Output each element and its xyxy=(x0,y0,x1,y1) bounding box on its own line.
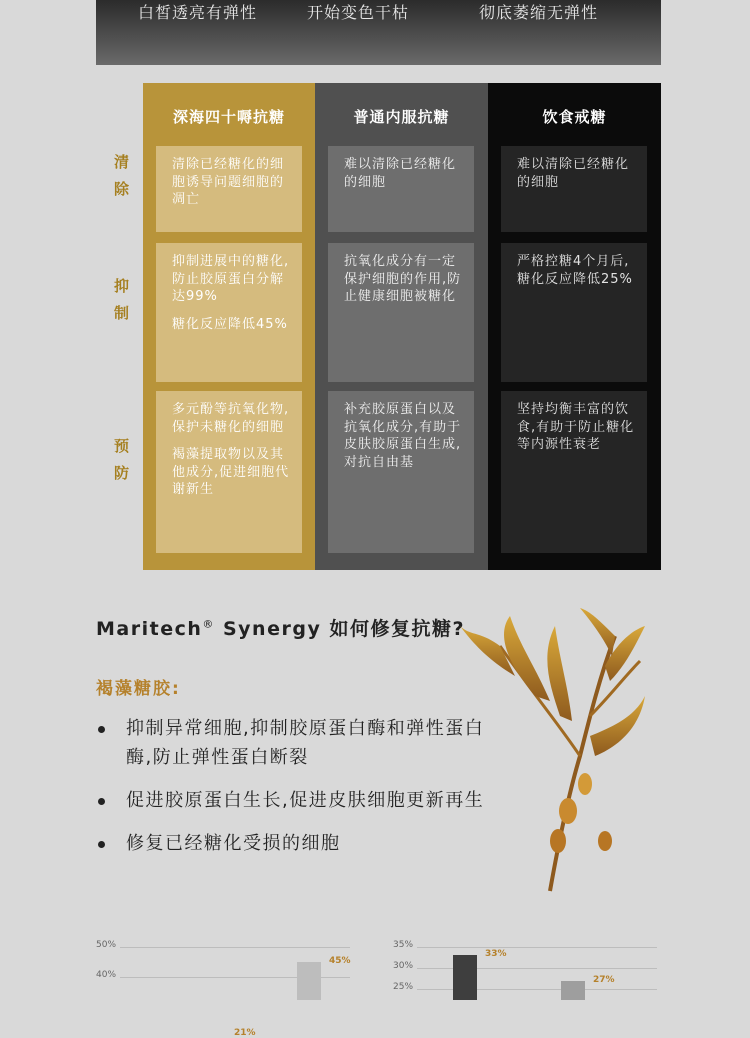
cell-inhibit xyxy=(328,243,474,382)
section-subtitle: 褐藻糖胶: xyxy=(96,679,181,699)
cell-text: 多元酚等抗氧化物,保护未糖化的细胞 xyxy=(172,402,290,435)
cell-text: 难以清除已经糖化的细胞 xyxy=(344,157,457,190)
column-title: 饮食戒糖 xyxy=(542,108,607,126)
row-label-inhibit xyxy=(104,278,130,344)
cell-text: 补充胶原蛋白以及抗氧化成分,有助于皮肤胶原蛋白生成,对抗自由基 xyxy=(344,402,462,470)
gridline xyxy=(120,947,350,948)
cell-prevent xyxy=(156,391,302,553)
bar-2-value-label: 45% xyxy=(329,956,351,966)
benefit-list xyxy=(96,714,496,872)
bar-1-value-label: 21% xyxy=(234,1028,256,1038)
cell-text: 抗氧化成分有一定保护细胞的作用,防止健康细胞被糖化 xyxy=(344,254,462,304)
bar-1-value-label: 33% xyxy=(485,949,507,960)
column-deep-sea xyxy=(143,83,315,570)
bar-2-value-label: 27% xyxy=(593,974,615,985)
y-tick: 25% xyxy=(393,982,414,992)
bar-1 xyxy=(453,955,477,1000)
cell-prevent xyxy=(501,391,647,553)
column-title: 普通内服抗糖 xyxy=(353,108,450,126)
column-title: 深海四十嗕抗糖 xyxy=(172,108,285,126)
y-tick: 40% xyxy=(96,970,117,980)
row-label-clear xyxy=(104,154,130,220)
y-tick: 35% xyxy=(393,940,414,950)
section-title xyxy=(96,614,465,641)
column-oral xyxy=(315,83,488,570)
cell-text: 坚持均衡丰富的饮食,有助于防止糖化等内源性衰老 xyxy=(517,402,635,452)
bar-2 xyxy=(561,981,585,1000)
seaweed-illustration xyxy=(440,606,650,896)
gridline xyxy=(417,947,657,948)
comparison-table xyxy=(143,83,661,570)
title-brand: Maritech xyxy=(96,618,203,640)
cell-text: 严格控糖4个月后,糖化反应降低25% xyxy=(517,254,633,287)
bar-2 xyxy=(297,962,321,1000)
cell-inhibit xyxy=(501,243,647,382)
cell-text: 糖化反应降低45% xyxy=(172,316,288,332)
title-rest: Synergy 如何修复抗糖? xyxy=(214,618,465,640)
bar-chart-2 xyxy=(393,934,657,1000)
list-item: 修复已经糖化受损的细胞 xyxy=(96,829,496,858)
cell-text: 清除已经糖化的细胞诱导问题细胞的凋亡 xyxy=(172,157,285,207)
state-label-withering: 开始变色干枯 xyxy=(307,3,410,22)
cell-text: 褐藻提取物以及其他成分,促进细胞代谢新生 xyxy=(172,447,290,497)
state-label-healthy: 白皙透亮有弹性 xyxy=(138,3,258,22)
state-label-atrophy: 彻底萎缩无弹性 xyxy=(479,3,599,22)
bar-chart-1 xyxy=(96,934,351,1038)
cell-text: 抑制进展中的糖化,防止胶原蛋白分解达99% xyxy=(172,254,290,304)
row-label-clear-text: 清除 xyxy=(112,154,130,208)
cell-clear xyxy=(501,146,647,232)
row-label-inhibit-text: 抑制 xyxy=(112,278,130,332)
list-item: 促进胶原蛋白生长,促进皮肤细胞更新再生 xyxy=(96,786,496,815)
cell-prevent xyxy=(328,391,474,553)
row-label-prevent-text: 预防 xyxy=(112,438,130,492)
skin-state-band xyxy=(96,0,661,65)
row-label-prevent xyxy=(104,438,130,504)
y-tick: 50% xyxy=(96,940,117,950)
cell-clear xyxy=(156,146,302,232)
list-item: 抑制异常细胞,抑制胶原蛋白酶和弹性蛋白酶,防止弹性蛋白断裂 xyxy=(96,714,496,772)
cell-inhibit xyxy=(156,243,302,382)
registered-mark: ® xyxy=(202,617,215,631)
cell-text: 难以清除已经糖化的细胞 xyxy=(517,157,630,190)
y-tick: 30% xyxy=(393,961,414,971)
cell-clear xyxy=(328,146,474,232)
column-diet xyxy=(488,83,661,570)
